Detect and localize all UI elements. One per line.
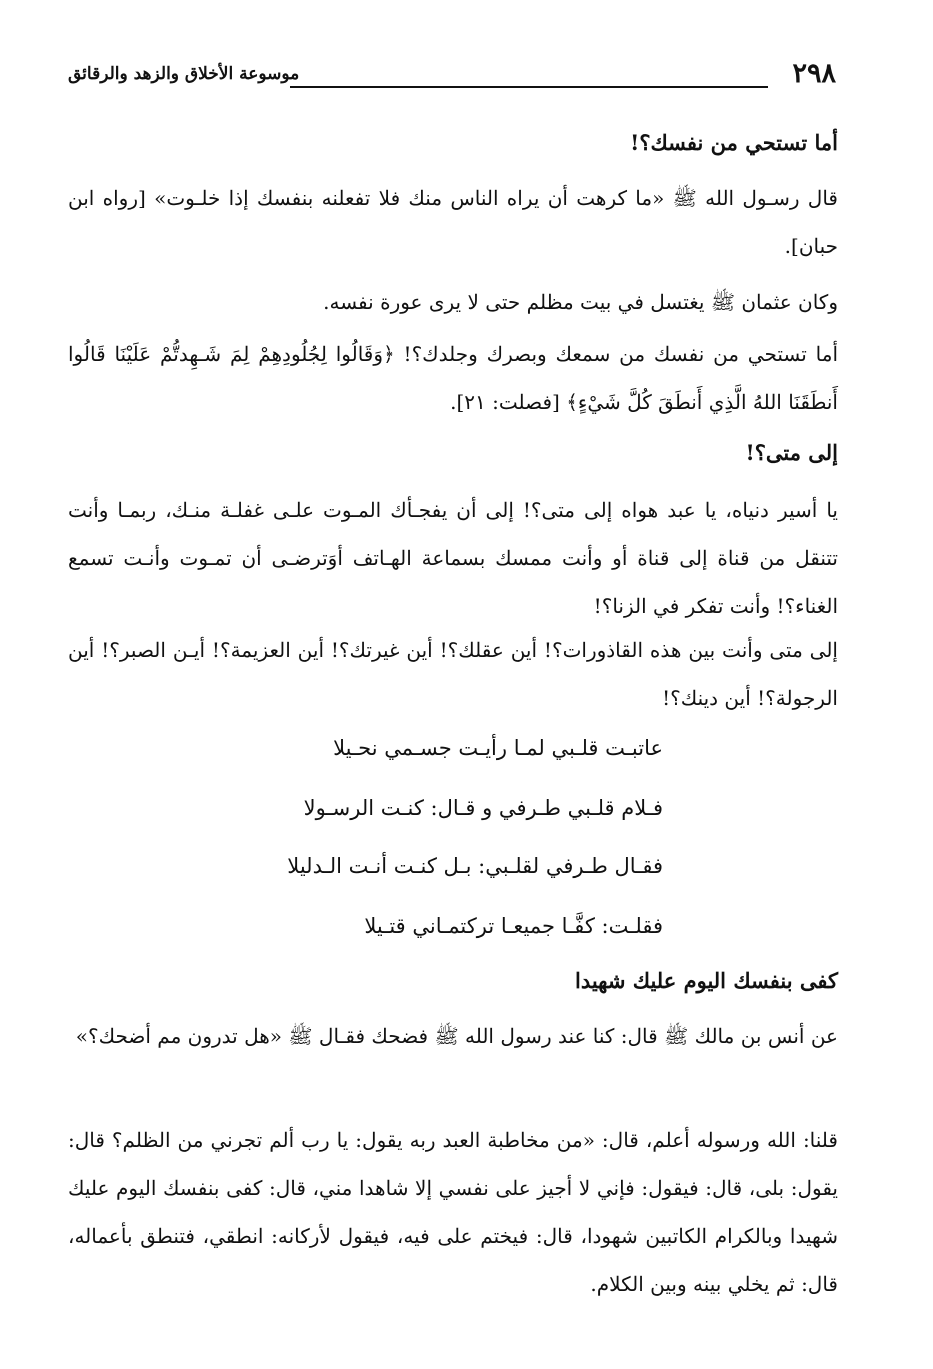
paragraph: إلى متى وأنت بين هذه القاذورات؟! أين عقلك؟! أين غيرتك؟! أين العزيمة؟! أيـن الصبر؟! أين الرجولة؟! أين دينك؟! [68, 638, 838, 710]
paragraph: وكان عثمان ﷺ يغتسل في بيت مظلم حتى لا يرى عورة نفسه. [323, 290, 838, 314]
paragraph: قال رسـول الله ﷺ «ما كرهت أن يراه الناس منك فلا تفعلنه بنفسك إذا خلـوت» [رواه ابن حبان]. [68, 186, 838, 258]
paragraph: يا أسير دنياه، يا عبد هواه إلى متى؟! إلى أن يفجـأك المـوت علـى غفلـة منـك، ربمـا وأنت تتنقل من قناة إلى قناة أو وأنت ممسك بسماعة الهـاتف أوَترضـى أن تمـوت وأنـت تسمع الغناء؟! وأنت تفكر في الزنا؟! [68, 498, 838, 618]
poem-verse: فقلـت: كفَّـا جميعـا تركتمـاني قتـيلا [364, 914, 663, 938]
book-title: موسوعة الأخلاق والزهد والرقائق [68, 64, 300, 84]
page-number: ٢٩٨ [792, 58, 836, 89]
section-heading: إلى متى؟! [745, 440, 838, 465]
book-page [68, 56, 838, 1296]
paragraph: عن أنس بن مالك ﷺ قال: كنا عند رسول الله ﷺ فضحك فقـال ﷺ «هل تدرون مم أضحك؟» [75, 1024, 838, 1048]
running-header [68, 56, 838, 98]
quran-paragraph: أما تستحي من نفسك من سمعك وبصرك وجلدك؟! ﴿وَقَالُوا لِجُلُودِهِمْ لِمَ شَـهِدتُّمْ عَلَيْنَا قَالُوا أَنطَقَنَا اللهُ الَّذِي أَنطَقَ كُلَّ شَيْءٍ﴾ [فصلت: ٢١]. [68, 342, 838, 414]
poem-verse: عاتبـت قلـبي لمـا رأيـت جسـمي نحـيلا [333, 736, 663, 760]
poem-verse: فقـال طـرفي لقلـبي: بـل كنـت أنـت الـدليلا [287, 854, 663, 878]
section-heading: كفى بنفسك اليوم عليك شهيدا [574, 968, 838, 993]
poem-verse: فـلام قلـبي طـرفي و قـال: كنـت الرسـولا [303, 796, 663, 820]
section-heading: أما تستحي من نفسك؟! [630, 130, 838, 155]
header-rule [290, 86, 768, 88]
paragraph: قلنا: الله ورسوله أعلم، قال: «من مخاطبة العبد ربه يقول: يا رب ألم تجرني من الظلم؟ قال: يقول: بلى، قال: فيقول: فإني لا أجيز على نفسي إلا شاهدا مني، قال: كفى بنفسك اليوم عليك شهيدا وبالكرام الكاتبين شهودا، قال: فيختم على فيه، فيقول لأركانه: انطقي، فتنطق بأعماله، قال: ثم يخلي بينه وبين الكلام. [68, 1128, 838, 1296]
